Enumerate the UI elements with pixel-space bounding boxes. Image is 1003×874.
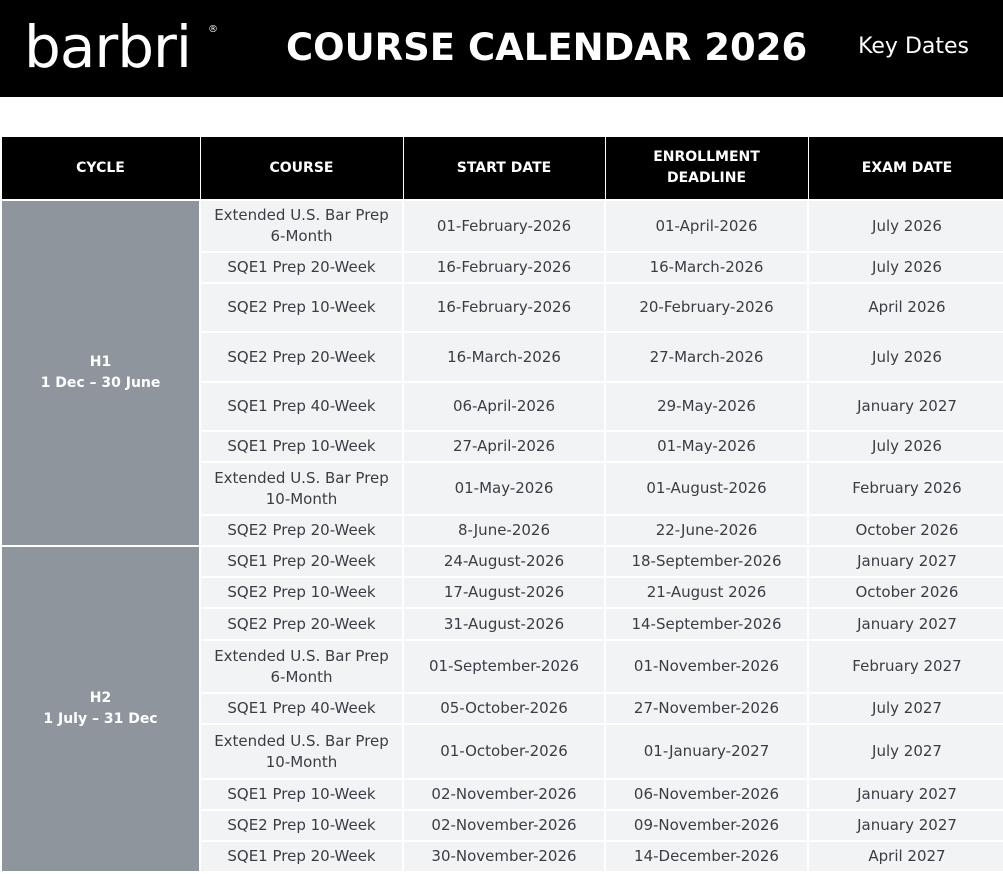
page-title: COURSE CALENDAR 2026 bbox=[286, 26, 808, 69]
enrollment-deadline-cell: 01-May-2026 bbox=[605, 431, 808, 462]
enrollment-deadline-cell: 09-November-2026 bbox=[605, 810, 808, 841]
exam-date-cell: April 2026 bbox=[808, 283, 1003, 332]
course-cell: SQE2 Prep 10-Week bbox=[200, 577, 403, 608]
enrollment-deadline-cell: 01-November-2026 bbox=[605, 640, 808, 693]
course-calendar-table bbox=[0, 137, 1003, 873]
start-date-cell: 06-April-2026 bbox=[403, 382, 605, 431]
enrollment-deadline-cell: 01-August-2026 bbox=[605, 462, 808, 515]
exam-date-cell: July 2026 bbox=[808, 200, 1003, 252]
exam-date-cell: October 2026 bbox=[808, 515, 1003, 546]
exam-date-cell: February 2027 bbox=[808, 640, 1003, 693]
column-header-enrollment-line2: DEADLINE bbox=[666, 170, 747, 186]
column-header-start-date: START DATE bbox=[403, 137, 605, 200]
enrollment-deadline-cell: 27-March-2026 bbox=[605, 332, 808, 382]
course-cell: SQE1 Prep 20-Week bbox=[200, 841, 403, 872]
start-date-cell: 17-August-2026 bbox=[403, 577, 605, 608]
exam-date-cell: January 2027 bbox=[808, 382, 1003, 431]
column-header-exam-date: EXAM DATE bbox=[808, 137, 1003, 200]
course-cell: SQE2 Prep 20-Week bbox=[200, 608, 403, 640]
cycle-cell bbox=[1, 200, 200, 546]
cycle-cell bbox=[1, 546, 200, 872]
start-date-cell: 02-November-2026 bbox=[403, 810, 605, 841]
course-cell: Extended U.S. Bar Prep 10-Month bbox=[200, 724, 403, 779]
page-subtitle: Key Dates bbox=[858, 34, 969, 59]
start-date-cell: 31-August-2026 bbox=[403, 608, 605, 640]
enrollment-deadline-cell: 14-December-2026 bbox=[605, 841, 808, 872]
column-header-enrollment-deadline bbox=[605, 137, 808, 200]
cycle-name: H1 bbox=[89, 354, 112, 370]
start-date-cell: 01-May-2026 bbox=[403, 462, 605, 515]
course-cell: SQE1 Prep 40-Week bbox=[200, 693, 403, 724]
course-cell: SQE1 Prep 10-Week bbox=[200, 431, 403, 462]
course-cell: Extended U.S. Bar Prep 6-Month bbox=[200, 640, 403, 693]
course-cell: SQE1 Prep 10-Week bbox=[200, 779, 403, 810]
table-header-row bbox=[1, 137, 1003, 200]
exam-date-cell: January 2027 bbox=[808, 608, 1003, 640]
page-header bbox=[0, 0, 1003, 97]
column-header-cycle: CYCLE bbox=[1, 137, 200, 200]
enrollment-deadline-cell: 01-April-2026 bbox=[605, 200, 808, 252]
enrollment-deadline-cell: 18-September-2026 bbox=[605, 546, 808, 577]
exam-date-cell: July 2027 bbox=[808, 693, 1003, 724]
exam-date-cell: April 2027 bbox=[808, 841, 1003, 872]
start-date-cell: 01-February-2026 bbox=[403, 200, 605, 252]
start-date-cell: 05-October-2026 bbox=[403, 693, 605, 724]
course-cell: SQE1 Prep 20-Week bbox=[200, 252, 403, 283]
exam-date-cell: February 2026 bbox=[808, 462, 1003, 515]
cycle-range: 1 Dec – 30 June bbox=[40, 375, 161, 391]
table-row bbox=[1, 200, 1003, 252]
start-date-cell: 30-November-2026 bbox=[403, 841, 605, 872]
enrollment-deadline-cell: 27-November-2026 bbox=[605, 693, 808, 724]
course-cell: SQE1 Prep 20-Week bbox=[200, 546, 403, 577]
enrollment-deadline-cell: 01-January-2027 bbox=[605, 724, 808, 779]
course-cell: Extended U.S. Bar Prep 10-Month bbox=[200, 462, 403, 515]
cycle-range: 1 July – 31 Dec bbox=[43, 711, 158, 727]
registered-mark-icon: ® bbox=[208, 24, 218, 35]
enrollment-deadline-cell: 22-June-2026 bbox=[605, 515, 808, 546]
enrollment-deadline-cell: 21-August 2026 bbox=[605, 577, 808, 608]
exam-date-cell: January 2027 bbox=[808, 546, 1003, 577]
start-date-cell: 01-October-2026 bbox=[403, 724, 605, 779]
exam-date-cell: October 2026 bbox=[808, 577, 1003, 608]
exam-date-cell: July 2026 bbox=[808, 252, 1003, 283]
enrollment-deadline-cell: 16-March-2026 bbox=[605, 252, 808, 283]
course-cell: SQE2 Prep 20-Week bbox=[200, 332, 403, 382]
start-date-cell: 27-April-2026 bbox=[403, 431, 605, 462]
course-cell: Extended U.S. Bar Prep 6-Month bbox=[200, 200, 403, 252]
start-date-cell: 16-March-2026 bbox=[403, 332, 605, 382]
exam-date-cell: January 2027 bbox=[808, 779, 1003, 810]
enrollment-deadline-cell: 06-November-2026 bbox=[605, 779, 808, 810]
start-date-cell: 16-February-2026 bbox=[403, 252, 605, 283]
enrollment-deadline-cell: 14-September-2026 bbox=[605, 608, 808, 640]
table-row bbox=[1, 546, 1003, 577]
exam-date-cell: July 2027 bbox=[808, 724, 1003, 779]
course-cell: SQE2 Prep 20-Week bbox=[200, 515, 403, 546]
start-date-cell: 16-February-2026 bbox=[403, 283, 605, 332]
course-cell: SQE2 Prep 10-Week bbox=[200, 810, 403, 841]
barbri-logo: barbri bbox=[24, 13, 191, 81]
start-date-cell: 8-June-2026 bbox=[403, 515, 605, 546]
enrollment-deadline-cell: 20-February-2026 bbox=[605, 283, 808, 332]
course-cell: SQE1 Prep 40-Week bbox=[200, 382, 403, 431]
column-header-enrollment-line1: ENROLLMENT bbox=[653, 149, 760, 165]
exam-date-cell: July 2026 bbox=[808, 431, 1003, 462]
start-date-cell: 24-August-2026 bbox=[403, 546, 605, 577]
start-date-cell: 02-November-2026 bbox=[403, 779, 605, 810]
course-cell: SQE2 Prep 10-Week bbox=[200, 283, 403, 332]
start-date-cell: 01-September-2026 bbox=[403, 640, 605, 693]
enrollment-deadline-cell: 29-May-2026 bbox=[605, 382, 808, 431]
column-header-course: COURSE bbox=[200, 137, 403, 200]
cycle-name: H2 bbox=[89, 690, 112, 706]
exam-date-cell: July 2026 bbox=[808, 332, 1003, 382]
exam-date-cell: January 2027 bbox=[808, 810, 1003, 841]
